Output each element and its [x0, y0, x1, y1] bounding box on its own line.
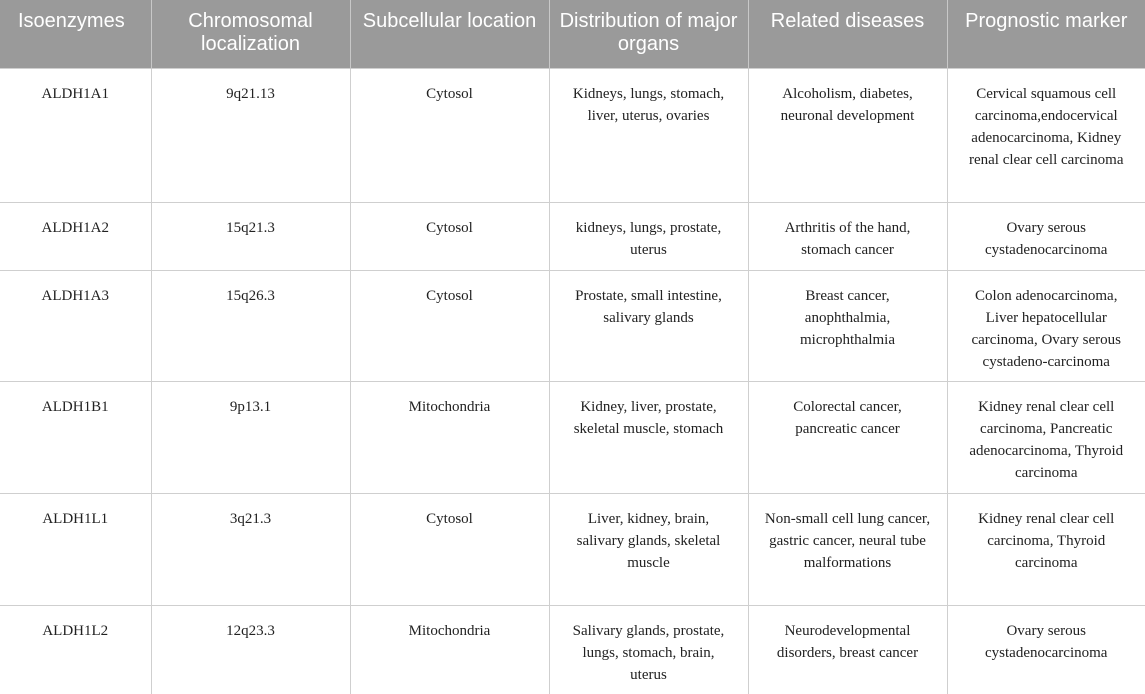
table-row: [0, 270, 1145, 381]
cell-distribution: Kidney, liver, prostate, skeletal muscle, stomach: [549, 381, 748, 493]
cell-prognostic-marker: Kidney renal clear cell carcinoma, Thyroid carcinoma: [947, 493, 1145, 605]
cell-related-diseases: Breast cancer, anophthalmia, microphthalmia: [748, 270, 947, 381]
cell-prognostic-marker: Colon adenocarcinoma, Liver hepatocellular carcinoma, Ovary serous cystadeno-carcinoma: [947, 270, 1145, 381]
cell-prognostic-marker: Cervical squamous cell carcinoma,endocervical adenocarcinoma, Kidney renal clear cell carcinoma: [947, 68, 1145, 202]
cell-related-diseases: Arthritis of the hand, stomach cancer: [748, 202, 947, 270]
table-row: [0, 493, 1145, 605]
cell-chromosomal-localization: 15q26.3: [151, 270, 350, 381]
cell-distribution: Salivary glands, prostate, lungs, stomach, brain, uterus: [549, 605, 748, 694]
cell-isoenzyme: ALDH1L1: [0, 493, 151, 605]
cell-chromosomal-localization: 9p13.1: [151, 381, 350, 493]
cell-chromosomal-localization: 12q23.3: [151, 605, 350, 694]
cell-chromosomal-localization: 15q21.3: [151, 202, 350, 270]
cell-distribution: kidneys, lungs, prostate, uterus: [549, 202, 748, 270]
column-header-distribution: Distribution of major organs: [549, 0, 748, 68]
cell-isoenzyme: ALDH1A1: [0, 68, 151, 202]
cell-prognostic-marker: Ovary serous cystadenocarcinoma: [947, 605, 1145, 694]
table-row: [0, 68, 1145, 202]
table-header: [0, 0, 1145, 68]
cell-subcellular-location: Cytosol: [350, 493, 549, 605]
cell-distribution: Prostate, small intestine, salivary glands: [549, 270, 748, 381]
cell-related-diseases: Alcoholism, diabetes, neuronal development: [748, 68, 947, 202]
column-header-subcellular-location: Subcellular location: [350, 0, 549, 68]
table-row: [0, 202, 1145, 270]
cell-subcellular-location: Mitochondria: [350, 605, 549, 694]
cell-distribution: Kidneys, lungs, stomach, liver, uterus, ovaries: [549, 68, 748, 202]
cell-related-diseases: Neurodevelopmental disorders, breast cancer: [748, 605, 947, 694]
column-header-isoenzymes: Isoenzymes: [0, 0, 151, 68]
cell-subcellular-location: Mitochondria: [350, 381, 549, 493]
table-body: [0, 68, 1145, 694]
cell-subcellular-location: Cytosol: [350, 202, 549, 270]
cell-chromosomal-localization: 3q21.3: [151, 493, 350, 605]
table-row: [0, 381, 1145, 493]
column-header-chromosomal-localization: Chromosomal localization: [151, 0, 350, 68]
cell-prognostic-marker: Ovary serous cystadenocarcinoma: [947, 202, 1145, 270]
cell-subcellular-location: Cytosol: [350, 270, 549, 381]
cell-isoenzyme: ALDH1A2: [0, 202, 151, 270]
cell-isoenzyme: ALDH1A3: [0, 270, 151, 381]
column-header-related-diseases: Related diseases: [748, 0, 947, 68]
cell-related-diseases: Non-small cell lung cancer, gastric cancer, neural tube malformations: [748, 493, 947, 605]
cell-subcellular-location: Cytosol: [350, 68, 549, 202]
cell-isoenzyme: ALDH1L2: [0, 605, 151, 694]
cell-distribution: Liver, kidney, brain, salivary glands, skeletal muscle: [549, 493, 748, 605]
cell-chromosomal-localization: 9q21.13: [151, 68, 350, 202]
cell-related-diseases: Colorectal cancer, pancreatic cancer: [748, 381, 947, 493]
cell-prognostic-marker: Kidney renal clear cell carcinoma, Pancreatic adenocarcinoma, Thyroid carcinoma: [947, 381, 1145, 493]
column-header-prognostic-marker: Prognostic marker: [947, 0, 1145, 68]
header-row: [0, 0, 1145, 68]
table-row: [0, 605, 1145, 694]
cell-isoenzyme: ALDH1B1: [0, 381, 151, 493]
